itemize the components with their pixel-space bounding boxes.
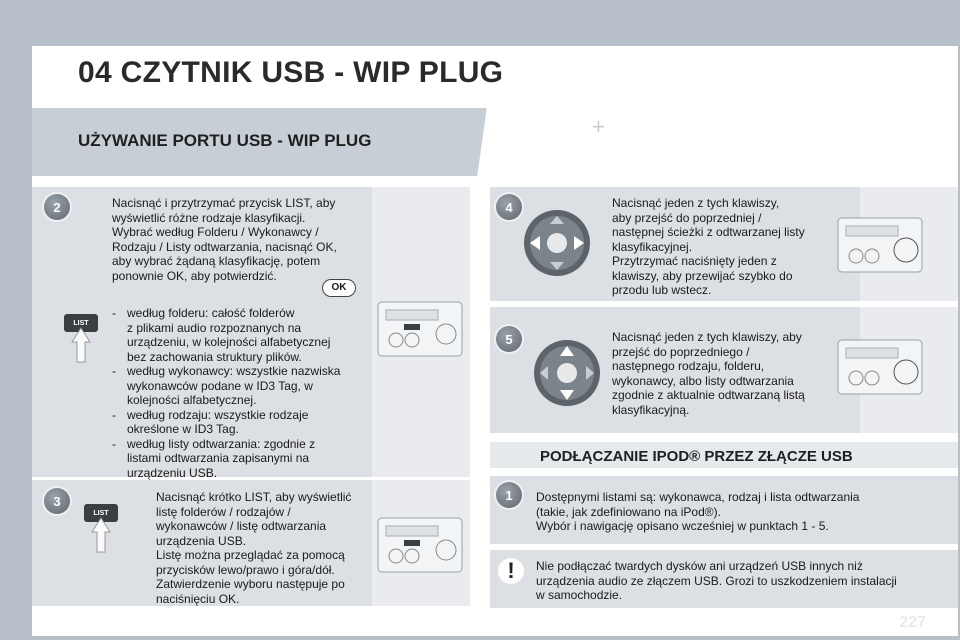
decorative-plus-icon: +	[592, 114, 605, 139]
list-button-icon	[78, 498, 124, 554]
step-2-intro: Nacisnąć i przytrzymać przycisk LIST, aby wyświetlić różne rodzaje klasyfikacji. Wybrać według Folderu / Wykonawcy / Rodzaju / Listy odtwarzania, nacisnąć OK, aby wybrać żądaną klasyfikację, potem ponownie OK, aby potwierdzić.	[112, 196, 337, 283]
svg-text:LIST: LIST	[73, 320, 89, 327]
radio-unit-icon	[376, 514, 464, 576]
bullet-folder: - według folderu: całość folderów z plikami audio rozpoznanych na urządzeniu, w kolejności alfabetycznej bez zachowania struktury plików.	[112, 306, 372, 364]
step-2-bullets	[112, 306, 372, 480]
ok-button-icon: OK	[322, 279, 356, 297]
bullet-artist: - według wykonawcy: wszystkie nazwiska wykonawców podane w ID3 Tag, w kolejności alfabetycznej.	[112, 364, 372, 408]
page-number: 227	[899, 614, 926, 631]
step-4-badge: 4	[496, 194, 522, 220]
ipod-step-1-badge: 1	[496, 482, 522, 508]
warning-icon: !	[498, 558, 524, 584]
page-title: 04 CZYTNIK USB - WIP PLUG	[78, 56, 504, 89]
warning-text: Nie podłączać twardych dysków ani urządzeń USB innych niż urządzenia audio ze złączem USB. Grozi to uszkodzeniem instalacji w samochodzie.	[536, 559, 897, 602]
radio-unit-icon	[376, 298, 464, 360]
bullet-genre: - według rodzaju: wszystkie rodzaje określone w ID3 Tag.	[112, 408, 372, 437]
radio-unit-icon	[836, 214, 924, 276]
bullet-playlist: - według listy odtwarzania: zgodnie z listami odtwarzania zapisanymi na urządzeniu USB.	[112, 437, 372, 481]
radio-unit-icon	[836, 336, 924, 398]
step-2-badge: 2	[44, 194, 70, 220]
dpad-left-right-icon	[522, 208, 592, 278]
svg-text:LIST: LIST	[93, 510, 109, 517]
ipod-section-title: PODŁĄCZANIE IPOD® PRZEZ ZŁĄCZE USB	[540, 448, 853, 465]
step-3-badge: 3	[44, 488, 70, 514]
step-5-badge: 5	[496, 326, 522, 352]
step-3-text: Nacisnąć krótko LIST, aby wyświetlić listę folderów / rodzajów / wykonawców / listę odtwarzania urządzenia USB. Listę można przeglądać za pomocą przycisków lewo/prawo i góra/dół. Zatwierdzenie wyboru następuje po naciśnięciu OK.	[156, 490, 352, 606]
step-5-text: Nacisnąć jeden z tych klawiszy, aby przejść do poprzedniego / następnego rodzaju, folderu, wykonawcy, albo listy odtwarzania zgodnie z aktualnie odtwarzaną listą klasyfikacyjną.	[612, 330, 805, 417]
step-4-text: Nacisnąć jeden z tych klawiszy, aby przejść do poprzedniej / następnej ścieżki z odtwarzanej listy klasyfikacyjnej. Przytrzymać naciśnięty jeden z klawiszy, aby przewijać szybko do przodu lub wstecz.	[612, 196, 805, 297]
dpad-up-down-icon	[532, 338, 602, 408]
ipod-info-text: Dostępnymi listami są: wykonawca, rodzaj i lista odtwarzania (takie, jak zdefiniowano na iPod®). Wybór i nawigację opisano wcześniej w punktach 1 - 5.	[536, 490, 860, 533]
section-subtitle: UŻYWANIE PORTU USB - WIP PLUG	[78, 131, 372, 150]
list-button-icon	[58, 308, 104, 364]
